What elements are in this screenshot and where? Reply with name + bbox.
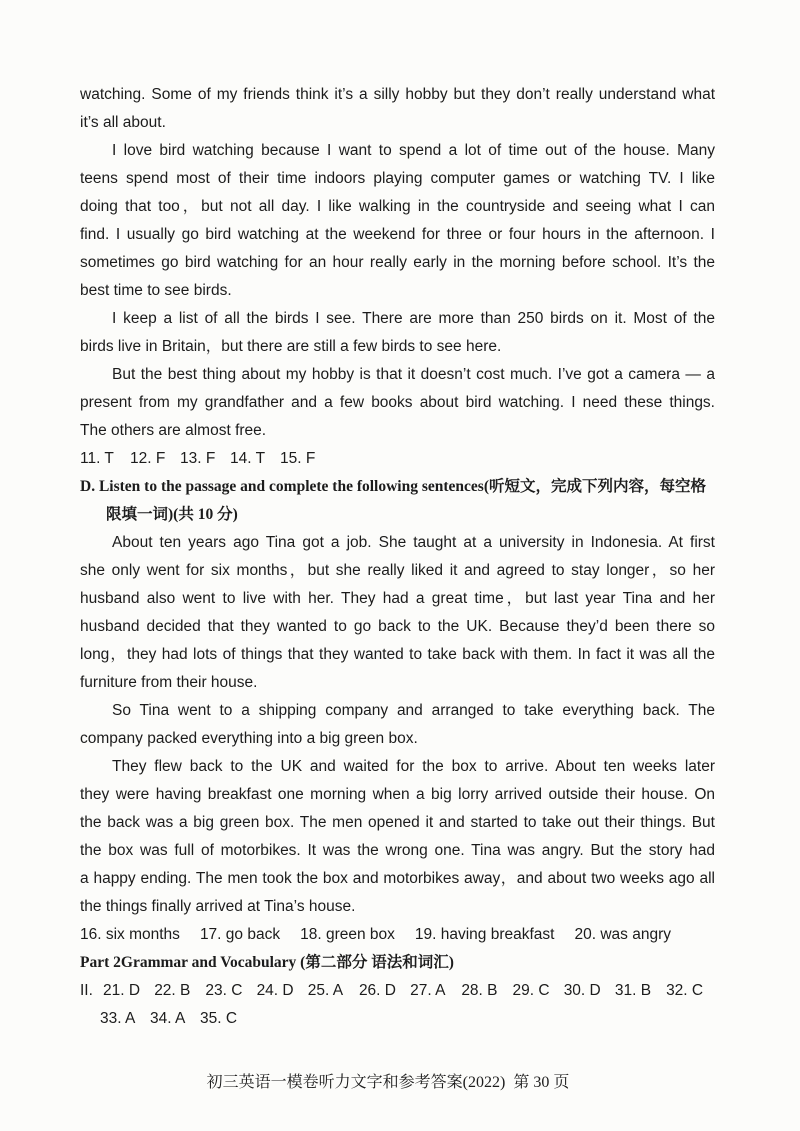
page-content: [80, 81, 715, 1033]
section-heading: D. Listen to the passage and complete the following sentences(听短文，完成下列内容，每空格: [80, 478, 707, 495]
answer-item: 28. B: [461, 982, 498, 999]
answer-item: 26. D: [358, 982, 396, 999]
answer-item: 23. C: [205, 982, 243, 999]
section-heading-continued: 限填一词)(共 10 分): [106, 506, 238, 523]
text-line: I keep a list of all the birds I see. There are more than 250 birds on it. Most of the: [112, 310, 715, 327]
answer-item: 32. C: [666, 982, 704, 999]
page-footer: 初三英语一模卷听力文字和参考答案(2022) 第 30 页: [206, 1074, 570, 1091]
answer-item: 24. D: [256, 982, 294, 999]
text-line: it’s all about.: [80, 114, 166, 131]
text-line: So Tina went to a shipping company and arranged to take everything back. The: [112, 702, 715, 719]
answer-item: 20. was angry: [574, 926, 671, 943]
answer-item: 34. A: [150, 1010, 186, 1027]
text-line: the things finally arrived at Tina’s house.: [80, 898, 356, 915]
answer-item: 25. A: [307, 982, 344, 999]
answer-item: 13. F: [180, 450, 216, 467]
text-line: I love bird watching because I want to spend a lot of time out of the house. Many: [112, 142, 715, 159]
paragraph: [80, 529, 715, 697]
paragraph: [80, 697, 715, 753]
answer-row: [80, 445, 715, 473]
paragraph: [80, 137, 715, 305]
text-line: The others are almost free.: [80, 422, 267, 439]
text-line: they were having breakfast one morning when a big lorry arrived outside their house. On: [80, 786, 715, 803]
text-line: watching. Some of my friends think it’s a silly hobby but they don’t really understand what: [80, 86, 715, 103]
text-line: About ten years ago Tina got a job. She taught at a university in Indonesia. At first: [112, 534, 715, 551]
answer-item: 27. A: [410, 982, 446, 999]
answer-item: 29. C: [512, 982, 550, 999]
text-line: teens spend most of their time indoors playing computer games or watching TV. I like: [80, 170, 715, 187]
part-heading: Part 2Grammar and Vocabulary (第二部分 语法和词汇): [80, 954, 454, 971]
answer-item: 17. go back: [199, 926, 281, 943]
text-line: husband decided that they wanted to go back to the UK. Because they’d been there so: [80, 618, 715, 635]
answer-item: 18. green box: [300, 926, 395, 943]
text-line: the back was a big green box. The men opened it and started to take out their things. But: [80, 814, 715, 831]
answer-item: 33. A: [100, 1010, 136, 1027]
answer-item: 31. B: [614, 982, 652, 999]
text-line: sometimes go bird watching for an hour really early in the morning before school. It’s the: [80, 254, 715, 271]
paragraph: [80, 305, 715, 361]
answer-item: 22. B: [154, 982, 191, 999]
answer-item: 35. C: [200, 1010, 238, 1027]
text-line: a happy ending. The men took the box and motorbikes away，and about two weeks ago all: [80, 870, 715, 887]
text-line: she only went for six months，but she really liked it and agreed to stay longer，so her: [80, 562, 715, 579]
text-line: long，they had lots of things that they wanted to take back with them. In fact it was all the: [80, 646, 715, 663]
text-line: present from my grandfather and a few books about bird watching. I need these things.: [80, 394, 715, 411]
answer-item: 19. having breakfast: [414, 926, 555, 943]
paragraph: [80, 753, 715, 921]
answer-item: 30. D: [563, 982, 601, 999]
answer-item: 12. F: [130, 450, 166, 467]
text-line: But the best thing about my hobby is that it doesn’t cost much. I’ve got a camera — a: [112, 366, 715, 383]
answer-row: [80, 1005, 715, 1033]
paragraph: [80, 81, 715, 137]
text-line: husband also went to live with her. They had a great time，but last year Tina and her: [80, 590, 715, 607]
answer-item: 16. six months: [80, 926, 180, 943]
text-line: They flew back to the UK and waited for the box to arrive. About ten weeks later: [112, 758, 715, 775]
text-line: furniture from their house.: [80, 674, 258, 691]
text-line: birds live in Britain，but there are still a few birds to see here.: [80, 338, 502, 355]
text-line: doing that too，but not all day. I like walking in the countryside and seeing what I can: [80, 198, 715, 215]
answer-item: 11. T: [80, 450, 114, 467]
text-line: company packed everything into a big green box.: [80, 730, 418, 747]
section-label: II.: [80, 982, 93, 999]
answer-item: 21. D: [103, 982, 141, 999]
text-line: the box was full of motorbikes. It was the wrong one. Tina was angry. But the story had: [80, 842, 715, 859]
answer-row: [80, 977, 715, 1005]
answer-item: 14. T: [230, 450, 266, 467]
answer-row: [80, 921, 715, 949]
paragraph: [80, 361, 715, 445]
text-line: find. I usually go bird watching at the weekend for three or four hours in the afternoon. I: [80, 226, 715, 243]
text-line: best time to see birds.: [80, 282, 232, 299]
answer-item: 15. F: [280, 450, 316, 467]
